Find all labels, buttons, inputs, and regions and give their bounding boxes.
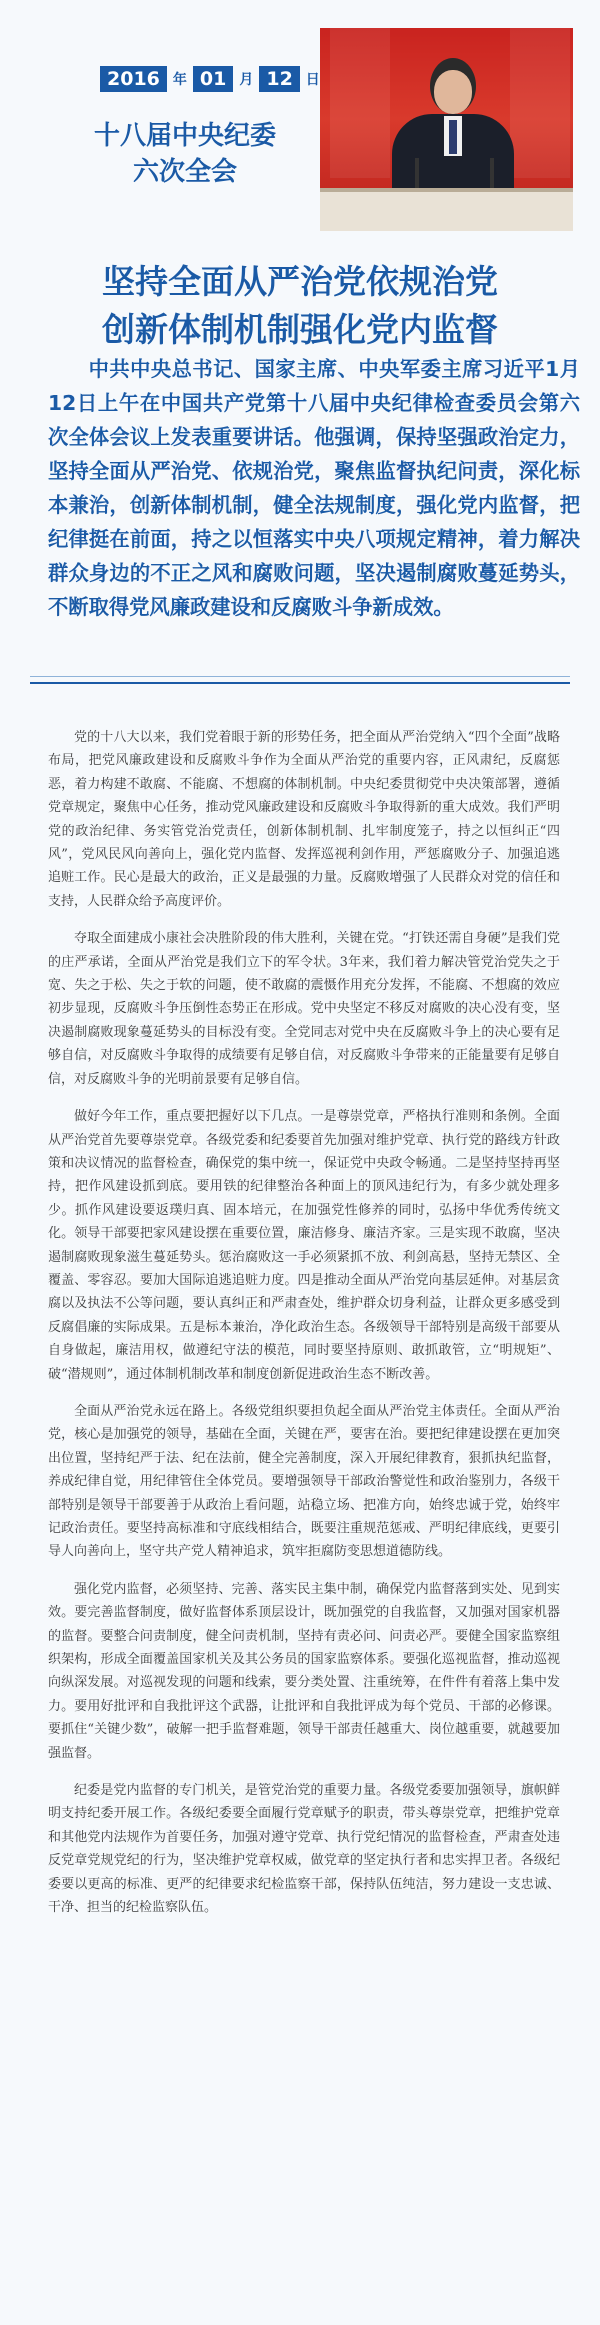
session-title [70, 118, 300, 190]
body-paragraph: 强化党内监督，必须坚持、完善、落实民主集中制，确保党内监督落到实处、见到实效。要完善监督制度，做好监督体系顶层设计，既加强党的自我监督，又加强对国家机器的监督。要整合问责制度，健全问责机制，坚持有责必问、问责必严。要健全国家监察组织架构，形成全面覆盖国家机关及其公务员的国家监察体系。要强化巡视监督，推动巡视向纵深发展。对巡视发现的问题和线索，要分类处置、注重统筹，在件件有着落上集中发力。要用好批评和自我批评这个武器，让批评和自我批评成为每个党员、干部的必修课。要抓住“关键少数”，破解一把手监督难题，领导干部责任越重大、岗位越重要，就越要加强监督。 [48, 1581, 560, 1761]
date-banner [100, 66, 320, 92]
body-paragraph: 全面从严治党永远在路上。各级党组织要担负起全面从严治党主体责任。全面从严治党，核心是加强党的领导，基础在全面，关键在严，要害在治。要把纪律建设摆在更加突出位置，坚持纪严于法、纪在法前，健全完善制度，深入开展纪律教育，狠抓执纪监督，养成纪律自觉，用纪律管住全体党员。要增强领导干部政治警觉性和政治鉴别力，各级干部特别是领导干部要善于从政治上看问题，站稳立场、把准方向，始终忠诚于党，始终牢记政治责任。要坚持高标准和守底线相结合，既要注重规范惩戒、严明纪律底线，更要引导人向善向上，坚守共产党人精神追求，筑牢拒腐防变思想道德防线。 [48, 1403, 560, 1560]
date-month: 01 [193, 66, 233, 92]
date-year: 2016 [100, 66, 167, 92]
session-title-line1: 十八届中央纪委 [93, 121, 276, 151]
headline-line1: 坚持全面从严治党依规治党 [102, 262, 498, 301]
headline-line2: 创新体制机制强化党内监督 [102, 310, 498, 349]
article-body [48, 726, 560, 1934]
session-title-line2: 六次全会 [132, 157, 237, 187]
speaker-photo [320, 28, 573, 231]
date-month-unit: 月 [239, 72, 254, 88]
body-paragraph: 夺取全面建成小康社会决胜阶段的伟大胜利，关键在党。“打铁还需自身硬”是我们党的庄严承诺，全面从严治党是我们立下的军令状。3年来，我们着力解决管党治党失之于宽、失之于松、失之于软的问题，使不敢腐的震慑作用充分发挥，不能腐、不想腐的效应初步显现，反腐败斗争压倒性态势正在形成。党中央坚定不移反对腐败的决心没有变，坚决遏制腐败现象蔓延势头的目标没有变。全党同志对党中央在反腐败斗争上的决心要有足够自信，对反腐败斗争取得的成绩要有足够自信，对反腐败斗争带来的正能量要有足够自信，对反腐败斗争的光明前景要有足够自信。 [48, 931, 560, 1087]
date-day-unit: 日 [305, 72, 320, 88]
divider-thin [30, 676, 570, 677]
body-paragraph: 做好今年工作，重点要把握好以下几点。一是尊崇党章，严格执行准则和条例。全面从严治党首先要尊崇党章。各级党委和纪委要首先加强对维护党章、执行党的路线方针政策和决议情况的监督检查，确保党的集中统一，保证党中央政令畅通。二是坚持坚持再坚持，把作风建设抓到底。要用铁的纪律整治各种面上的顶风违纪行为，有多少就处理多少。抓作风建设要返璞归真、固本培元，在加强党性修养的同时，弘扬中华优秀传统文化。领导干部要把家风建设摆在重要位置，廉洁修身、廉洁齐家。三是实现不敢腐，坚决遏制腐败现象滋生蔓延势头。惩治腐败这一手必须紧抓不放、利剑高悬，坚持无禁区、全覆盖、零容忍。要加大国际追逃追赃力度。四是推动全面从严治党向基层延伸。对基层贪腐以及执法不公等问题，要认真纠正和严肃查处，维护群众切身利益，让群众更多感受到反腐倡廉的实际成果。五是标本兼治，净化政治生态。各级领导干部特别是高级干部要从自身做起，廉洁用权，做遵纪守法的模范，同时要坚持原则、敢抓敢管，立“明规矩”、破“潜规则”，通过体制机制改革和制度创新促进政治生态不断改善。 [48, 1109, 560, 1382]
lead-paragraph: 中共中央总书记、国家主席、中央军委主席习近平1月12日上午在中国共产党第十八届中央纪律检查委员会第六次全体会议上发表重要讲话。他强调，保持坚强政治定力，坚持全面从严治党、依规治党，聚焦监督执纪问责，深化标本兼治，创新体制机制，健全法规制度，强化党内监督，把纪律挺在前面，持之以恒落实中央八项规定精神，着力解决群众身边的不正之风和腐败问题，坚决遏制腐败蔓延势头，不断取得党风廉政建设和反腐败斗争新成效。 [48, 357, 580, 619]
divider-thick [30, 682, 570, 684]
date-day: 12 [259, 66, 299, 92]
body-paragraph: 纪委是党内监督的专门机关，是管党治党的重要力量。各级党委要加强领导，旗帜鲜明支持纪委开展工作。各级纪委要全面履行党章赋予的职责，带头尊崇党章，把维护党章和其他党内法规作为首要任务，加强对遵守党章、执行党纪情况的监督检查，严肃查处违反党章党规党纪的行为，坚决维护党章权威，做党章的坚定执行者和忠实捍卫者。各级纪委要以更高的标准、更严的纪律要求纪检监察干部，保持队伍纯洁，努力建设一支忠诚、干净、担当的纪检监察队伍。 [48, 1783, 560, 1916]
headline [0, 258, 600, 354]
body-paragraph: 党的十八大以来，我们党着眼于新的形势任务，把全面从严治党纳入“四个全面”战略布局，把党风廉政建设和反腐败斗争作为全面从严治党的重要内容，正风肃纪，反腐惩恶，着力构建不敢腐、不能腐、不想腐的体制机制。中央纪委贯彻党中央决策部署，遵循党章规定，聚焦中心任务，推动党风廉政建设和反腐败斗争取得新的重大成效。我们严明党的政治纪律、务实管党治党责任，创新体制机制、扎牢制度笼子，持之以恒纠正“四风”，党风民风向善向上，强化党内监督、发挥巡视利剑作用，严惩腐败分子、加强追逃追赃工作。民心是最大的政治，正义是最强的力量。反腐败增强了人民群众对党的信任和支持，人民群众给予高度评价。 [48, 730, 560, 909]
date-year-unit: 年 [172, 72, 187, 88]
